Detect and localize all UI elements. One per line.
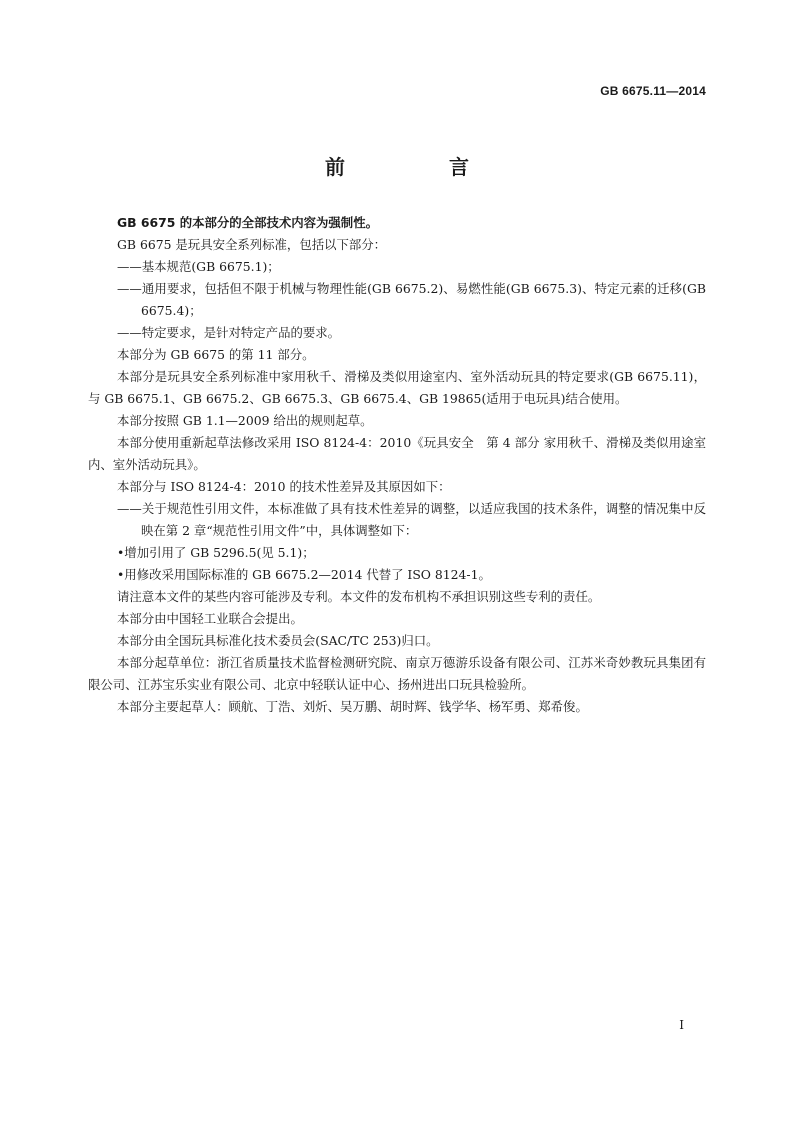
bullet-item: •增加引用了 GB 5296.5(见 5.1)； — [117, 545, 315, 560]
paragraph: GB 6675 是玩具安全系列标准，包括以下部分： — [117, 237, 387, 252]
paragraph: 本部分与 ISO 8124-4：2010 的技术性差异及其原因如下： — [117, 479, 451, 494]
paragraph: 本部分为 GB 6675 的第 11 部分。 — [117, 347, 315, 362]
paragraph: 请注意本文件的某些内容可能涉及专利。本文件的发布机构不承担识别这些专利的责任。 — [117, 589, 601, 604]
mandatory-statement: GB 6675 的本部分的全部技术内容为强制性。 — [117, 215, 378, 230]
page-title: 前 言 — [325, 155, 511, 179]
paragraph: 本部分由中国轻工业联合会提出。 — [117, 611, 303, 626]
list-item: ——关于规范性引用文件，本标准做了具有技术性差异的调整，以适应我国的技术条件，调整的情况集中反映在第 2 章“规范性引用文件”中，具体调整如下： — [117, 501, 706, 538]
paragraph: 本部分由全国玩具标准化技术委员会(SAC/TC 253)归口。 — [117, 633, 439, 648]
bullet-item: •用修改采用国际标准的 GB 6675.2—2014 代替了 ISO 8124-1。 — [117, 567, 491, 582]
paragraph: 本部分是玩具安全系列标准中家用秋千、滑梯及类似用途室内、室外活动玩具的特定要求(GB 6675.11)，与 GB 6675.1、GB 6675.2、GB 6675.3、GB 6675.4、GB 19865(适用于电玩具)结合使用。 — [88, 369, 706, 406]
list-item: ——特定要求，是针对特定产品的要求。 — [117, 325, 341, 340]
foreword-body — [88, 212, 706, 718]
paragraph: 本部分起草单位：浙江省质量技术监督检测研究院、南京万德游乐设备有限公司、江苏米奇妙教玩具集团有限公司、江苏宝乐实业有限公司、北京中轻联认证中心、扬州进出口玩具检验所。 — [88, 655, 706, 692]
standard-code: GB 6675.11—2014 — [600, 84, 706, 98]
page-number: I — [679, 1018, 684, 1032]
paragraph: 本部分使用重新起草法修改采用 ISO 8124-4：2010《玩具安全 第 4 部分 家用秋千、滑梯及类似用途室内、室外活动玩具》。 — [88, 435, 706, 472]
list-item: ——通用要求，包括但不限于机械与物理性能(GB 6675.2)、易燃性能(GB 6675.3)、特定元素的迁移(GB 6675.4)； — [117, 281, 706, 318]
list-item: ——基本规范(GB 6675.1)； — [117, 259, 280, 274]
paragraph: 本部分按照 GB 1.1—2009 给出的规则起草。 — [117, 413, 373, 428]
paragraph: 本部分主要起草人：顾航、丁浩、刘炘、吴万鹏、胡时辉、钱学华、杨军勇、郑希俊。 — [117, 699, 588, 714]
